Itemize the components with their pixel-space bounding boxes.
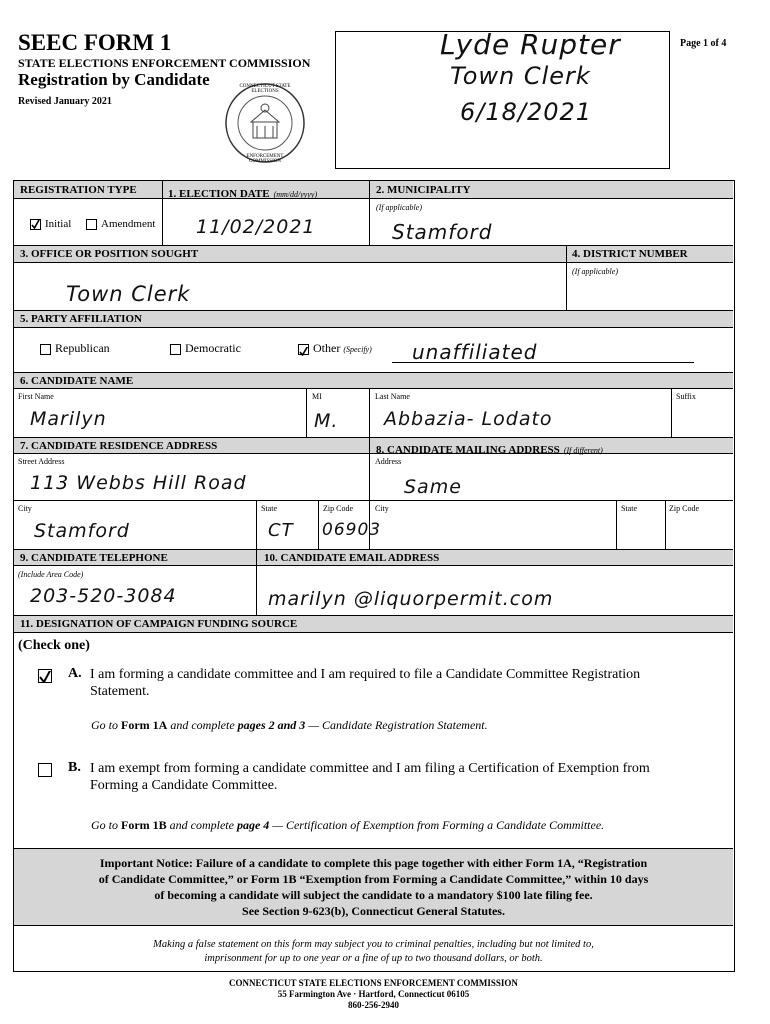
zip-label: Zip Code [323,504,353,513]
party-democratic-option[interactable] [170,341,241,356]
footer-address: 55 Farmington Ave · Hartford, Connecticut 06105 [277,989,470,999]
state-label: State [261,504,277,513]
mailing-address-label: Address [375,457,402,466]
municipality-value[interactable]: Stamford [392,220,493,244]
option-b-checkbox[interactable] [38,763,52,777]
important-notice [14,848,733,926]
democratic-label: Democratic [185,341,241,355]
option-b-instructions [91,818,604,833]
email-value[interactable]: marilyn @liquorpermit.com [268,588,554,610]
election-date-title: 1. ELECTION DATE [168,188,270,200]
amendment-checkbox[interactable] [86,219,97,230]
registration-type-label: REGISTRATION TYPE [20,184,137,196]
city-label: City [18,504,32,513]
municipality-hint: (If applicable) [376,203,422,212]
check-mark-icon [299,347,308,356]
residence-label: 7. CANDIDATE RESIDENCE ADDRESS [20,440,218,452]
footer-org: CONNECTICUT STATE ELECTIONS ENFORCEMENT COMMISSION [229,978,518,988]
registration-amendment-option[interactable] [86,218,155,230]
first-name-value[interactable]: Marilyn [30,408,107,430]
mi-label: MI [312,392,322,401]
telephone-value[interactable]: 203-520-3084 [30,585,177,607]
republican-checkbox[interactable] [40,344,51,355]
mailing-state-label: State [621,504,637,513]
mailing-zip-label: Zip Code [669,504,699,513]
municipality-label: 2. MUNICIPALITY [376,184,471,196]
clerk-title: Town Clerk [450,62,591,90]
option-b-goto: Go to [91,818,118,832]
check-mark-icon [31,220,40,229]
street-address-label: Street Address [18,457,65,466]
initial-label: Initial [45,218,72,230]
seal-text-top: CONNECTICUT STATE ELECTIONS [239,84,291,94]
street-address-value[interactable]: 113 Webbs Hill Road [30,472,247,494]
mi-value[interactable]: M. [314,410,339,432]
option-a-goto: Go to [91,718,118,732]
option-a-pages: pages 2 and 3 [237,718,306,732]
option-b-mid: and complete [169,818,234,832]
amendment-label: Amendment [101,218,156,230]
page-number: Page 1 of 4 [680,38,727,49]
mailing-label [376,440,603,458]
penalty-line-2: imprisonment for up to one year or a fine of up to two thousand dollars, or both. [204,953,543,964]
mailing-title: 8. CANDIDATE MAILING ADDRESS [376,444,560,456]
telephone-label: 9. CANDIDATE TELEPHONE [20,552,168,564]
option-a-form: Form 1A [121,718,168,732]
option-b-form: Form 1B [121,818,167,832]
agency-name: STATE ELECTIONS ENFORCEMENT COMMISSION [18,56,311,70]
registration-initial-option[interactable] [30,218,71,230]
party-other-option[interactable] [298,341,372,356]
option-a-letter: A. [68,666,82,681]
office-value[interactable]: Town Clerk [66,282,191,306]
penalty-line-1: Making a false statement on this form may subject you to criminal penalties, including but not limited to, [153,939,594,950]
other-hint: (Specify) [343,345,372,354]
election-date-value[interactable]: 11/02/2021 [196,216,316,238]
option-b-suffix: — Certification of Exemption from Forming a Candidate Committee. [272,818,605,832]
republican-label: Republican [55,341,110,355]
other-checkbox[interactable] [298,344,309,355]
initial-checkbox[interactable] [30,219,41,230]
footer-phone: 860-256-2940 [348,1000,399,1010]
seal-text-bottom: ENFORCEMENT COMMISSION [246,154,284,164]
footer [14,978,733,1011]
penalty-statement [14,938,733,966]
email-label: 10. CANDIDATE EMAIL ADDRESS [264,552,440,564]
option-a-mid: and complete [170,718,235,732]
option-b-pages: page 4 [236,818,270,832]
party-republican-option[interactable] [40,341,110,356]
option-b-letter: B. [68,760,81,775]
option-a-suffix: — Candidate Registration Statement. [308,718,488,732]
mailing-address-value[interactable]: Same [404,476,462,498]
mailing-hint: (If different) [563,446,603,455]
state-value[interactable]: CT [268,520,294,541]
check-mark-icon [39,671,51,683]
commission-seal [224,82,306,164]
election-date-hint: (mm/dd/yyyy) [273,190,318,199]
notice-line-4: See Section 9-623(b), Connecticut General Statutes. [242,904,505,918]
city-value[interactable]: Stamford [34,520,130,542]
option-a-checkbox[interactable] [38,669,52,683]
election-date-label [168,184,317,202]
party-other-value[interactable]: unaffiliated [412,340,538,364]
last-name-value[interactable]: Abbazia- Lodato [384,408,553,430]
option-a-text: I am forming a candidate committee and I am required to file a Candidate Committee Registration Statement. [90,667,641,699]
notice-line-3: of becoming a candidate will subject the candidate to a mandatory $100 late filing fee. [154,888,593,902]
form-subtitle: Registration by Candidate [18,70,210,89]
revised-date: Revised January 2021 [18,96,112,107]
seal-icon [224,82,306,164]
funding-label: 11. DESIGNATION OF CAMPAIGN FUNDING SOURCE [20,618,298,630]
office-label: 3. OFFICE OR POSITION SOUGHT [20,248,199,260]
first-name-label: First Name [18,392,54,401]
last-name-label: Last Name [375,392,410,401]
form-title: SEEC FORM 1 [18,30,172,55]
option-b-text: I am exempt from forming a candidate committee and I am filing a Certification of Exemption from Forming a Candidate Committee. [90,761,650,793]
option-a-instructions [91,718,488,733]
clerk-signature: Lyde Rupter [440,28,621,61]
stamp-date: 6/18/2021 [460,98,593,126]
check-one-label: (Check one) [18,638,90,653]
mailing-city-label: City [375,504,389,513]
party-label: 5. PARTY AFFILIATION [20,313,142,325]
district-label: 4. DISTRICT NUMBER [572,248,688,260]
district-hint: (If applicable) [572,267,618,276]
notice-line-1: Important Notice: Failure of a candidate to complete this page together with either Form 1A, “Registration [99,856,648,870]
other-label: Other [313,341,341,355]
notice-line-2: of Candidate Committee,” or Form 1B “Exemption from Forming a Candidate Committee,” within 10 days [98,872,649,886]
democratic-checkbox[interactable] [170,344,181,355]
suffix-label: Suffix [676,392,696,401]
telephone-hint: (Include Area Code) [18,570,84,579]
zip-value[interactable]: 06903 [322,520,382,540]
candidate-name-label: 6. CANDIDATE NAME [20,375,134,387]
